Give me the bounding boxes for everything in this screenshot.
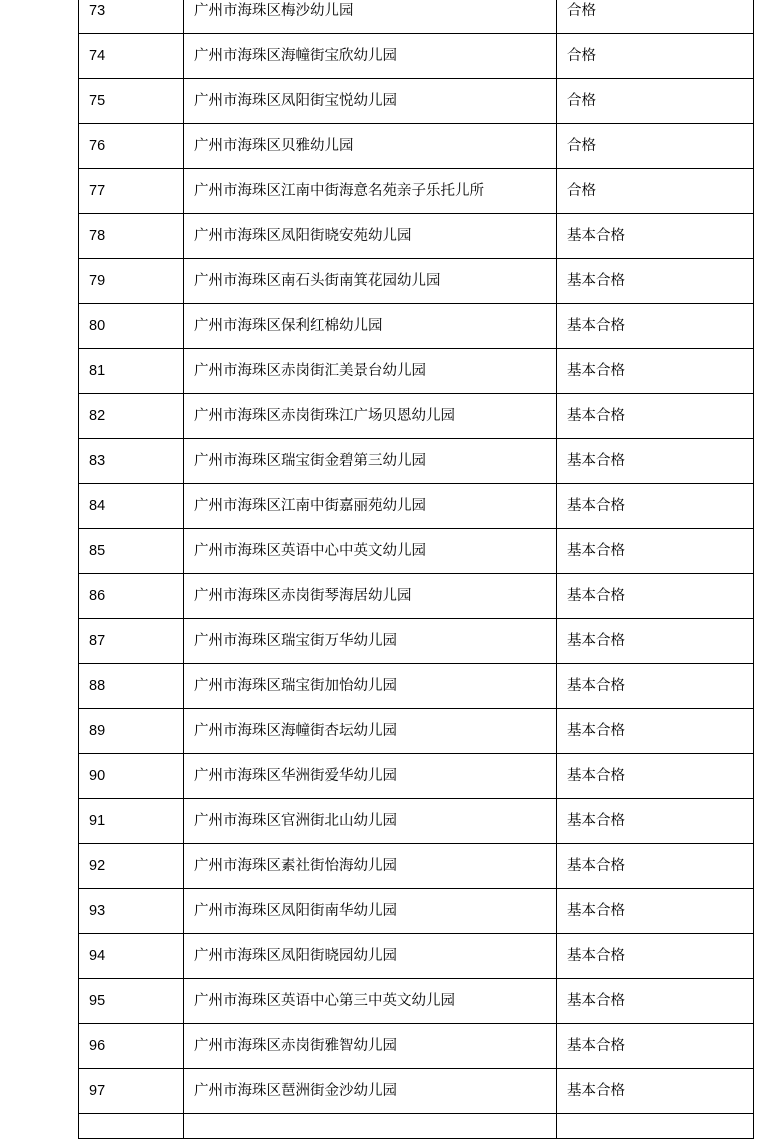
table-row (79, 0, 754, 34)
table-row (79, 1069, 754, 1114)
table-row (79, 844, 754, 889)
row-result: 基本合格 (557, 304, 754, 349)
row-index: 75 (79, 79, 184, 124)
row-result: 基本合格 (557, 664, 754, 709)
row-index: 88 (79, 664, 184, 709)
table-row (79, 169, 754, 214)
kindergarten-evaluation-table (78, 0, 754, 1139)
row-result: 基本合格 (557, 844, 754, 889)
row-name: 广州市海珠区官洲街北山幼儿园 (184, 799, 557, 844)
row-name: 广州市海珠区英语中心中英文幼儿园 (184, 529, 557, 574)
table-row (79, 979, 754, 1024)
row-result: 基本合格 (557, 484, 754, 529)
row-name: 广州市海珠区华洲街爱华幼儿园 (184, 754, 557, 799)
row-index: 85 (79, 529, 184, 574)
row-name: 广州市海珠区瑞宝街万华幼儿园 (184, 619, 557, 664)
row-index (79, 1114, 184, 1139)
row-index: 73 (79, 0, 184, 34)
row-name: 广州市海珠区江南中街海意名苑亲子乐托儿所 (184, 169, 557, 214)
row-result: 基本合格 (557, 1069, 754, 1114)
row-name: 广州市海珠区赤岗街珠江广场贝恩幼儿园 (184, 394, 557, 439)
row-index: 83 (79, 439, 184, 484)
row-index: 89 (79, 709, 184, 754)
row-index: 86 (79, 574, 184, 619)
row-name: 广州市海珠区凤阳街晓园幼儿园 (184, 934, 557, 979)
row-result: 基本合格 (557, 529, 754, 574)
table-row (79, 214, 754, 259)
row-name: 广州市海珠区英语中心第三中英文幼儿园 (184, 979, 557, 1024)
row-name: 广州市海珠区琶洲街金沙幼儿园 (184, 1069, 557, 1114)
row-result (557, 1114, 754, 1139)
row-name: 广州市海珠区江南中街嘉丽苑幼儿园 (184, 484, 557, 529)
row-index: 95 (79, 979, 184, 1024)
table-row (79, 619, 754, 664)
row-index: 79 (79, 259, 184, 304)
row-index: 90 (79, 754, 184, 799)
row-name (184, 1114, 557, 1139)
table-row (79, 754, 754, 799)
row-index: 96 (79, 1024, 184, 1069)
row-result: 合格 (557, 0, 754, 34)
table-row (79, 79, 754, 124)
table-row (79, 259, 754, 304)
table-row (79, 664, 754, 709)
row-result: 基本合格 (557, 394, 754, 439)
table-row (79, 394, 754, 439)
table-row (79, 349, 754, 394)
table-row (79, 34, 754, 79)
row-name: 广州市海珠区赤岗街汇美景台幼儿园 (184, 349, 557, 394)
row-name: 广州市海珠区海幢街宝欣幼儿园 (184, 34, 557, 79)
row-name: 广州市海珠区保利红棉幼儿园 (184, 304, 557, 349)
row-name: 广州市海珠区瑞宝街金碧第三幼儿园 (184, 439, 557, 484)
row-index: 74 (79, 34, 184, 79)
row-result: 合格 (557, 79, 754, 124)
row-result: 合格 (557, 124, 754, 169)
row-name: 广州市海珠区赤岗街琴海居幼儿园 (184, 574, 557, 619)
table-row (79, 529, 754, 574)
row-name: 广州市海珠区海幢街杏坛幼儿园 (184, 709, 557, 754)
row-result: 合格 (557, 169, 754, 214)
row-result: 基本合格 (557, 214, 754, 259)
row-index: 82 (79, 394, 184, 439)
row-index: 81 (79, 349, 184, 394)
table-row (79, 124, 754, 169)
row-result: 基本合格 (557, 439, 754, 484)
row-index: 93 (79, 889, 184, 934)
row-index: 97 (79, 1069, 184, 1114)
table-row (79, 304, 754, 349)
row-name: 广州市海珠区素社街怡海幼儿园 (184, 844, 557, 889)
row-result: 基本合格 (557, 349, 754, 394)
row-name: 广州市海珠区贝雅幼儿园 (184, 124, 557, 169)
table-body (79, 0, 754, 1139)
row-name: 广州市海珠区凤阳街宝悦幼儿园 (184, 79, 557, 124)
row-index: 91 (79, 799, 184, 844)
row-name: 广州市海珠区赤岗街雅智幼儿园 (184, 1024, 557, 1069)
row-name: 广州市海珠区南石头街南箕花园幼儿园 (184, 259, 557, 304)
row-result: 合格 (557, 34, 754, 79)
row-index: 94 (79, 934, 184, 979)
table-row (79, 439, 754, 484)
row-result: 基本合格 (557, 619, 754, 664)
row-result: 基本合格 (557, 979, 754, 1024)
row-result: 基本合格 (557, 754, 754, 799)
row-result: 基本合格 (557, 889, 754, 934)
row-result: 基本合格 (557, 934, 754, 979)
row-result: 基本合格 (557, 709, 754, 754)
table-row (79, 709, 754, 754)
table-row (79, 484, 754, 529)
table-row (79, 574, 754, 619)
row-name: 广州市海珠区凤阳街南华幼儿园 (184, 889, 557, 934)
row-index: 77 (79, 169, 184, 214)
row-result: 基本合格 (557, 574, 754, 619)
row-index: 76 (79, 124, 184, 169)
row-result: 基本合格 (557, 259, 754, 304)
row-result: 基本合格 (557, 1024, 754, 1069)
row-index: 87 (79, 619, 184, 664)
table-row-clipped (79, 1114, 754, 1139)
row-index: 80 (79, 304, 184, 349)
row-result: 基本合格 (557, 799, 754, 844)
row-index: 84 (79, 484, 184, 529)
row-index: 92 (79, 844, 184, 889)
table-row (79, 799, 754, 844)
row-name: 广州市海珠区瑞宝街加怡幼儿园 (184, 664, 557, 709)
table-row (79, 1024, 754, 1069)
row-index: 78 (79, 214, 184, 259)
table-row (79, 889, 754, 934)
row-name: 广州市海珠区梅沙幼儿园 (184, 0, 557, 34)
table-row (79, 934, 754, 979)
row-name: 广州市海珠区凤阳街晓安苑幼儿园 (184, 214, 557, 259)
